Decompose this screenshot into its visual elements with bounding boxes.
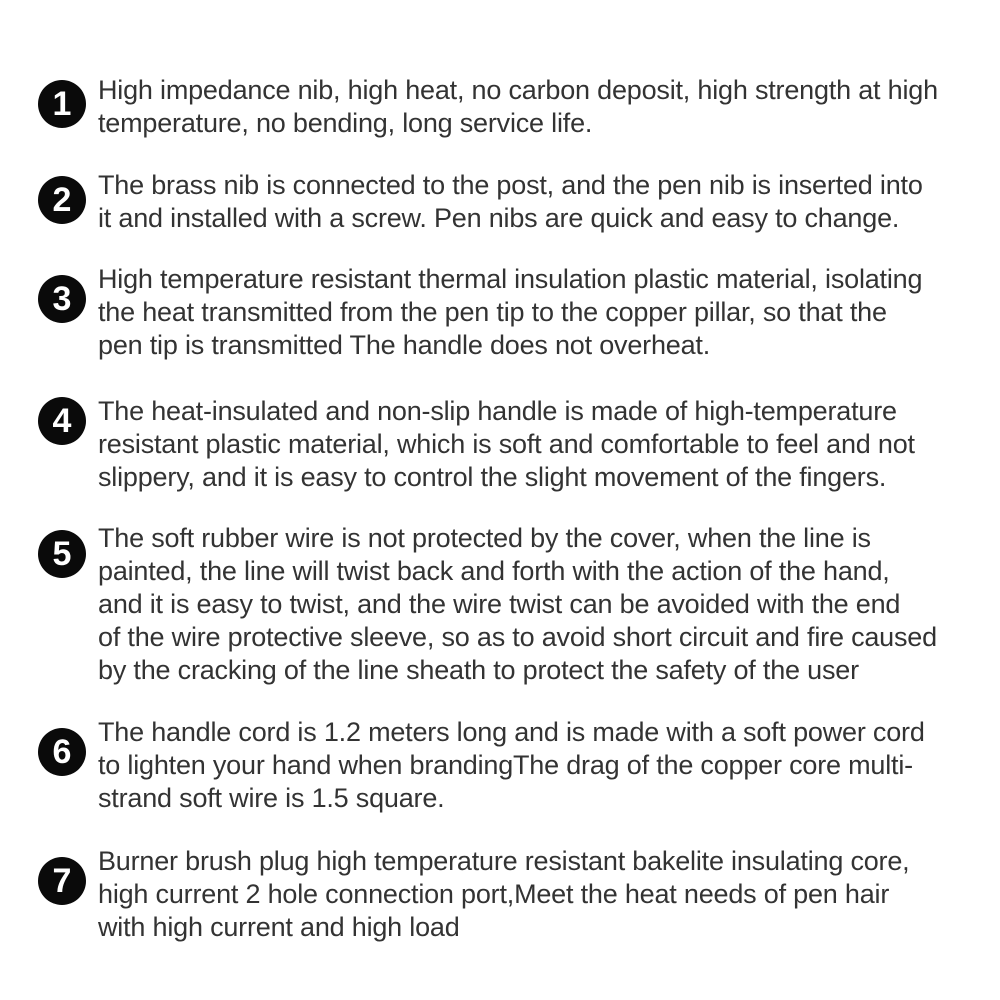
description-line: The heat-insulated and non-slip handle is made of high-temperature bbox=[98, 396, 897, 426]
description-line: High impedance nib, high heat, no carbon deposit, high strength at high bbox=[98, 75, 938, 105]
description-line: Burner brush plug high temperature resistant bakelite insulating core, bbox=[98, 846, 910, 876]
description-line: strand soft wire is 1.5 square. bbox=[98, 783, 445, 813]
number-badge: 6 bbox=[38, 728, 86, 776]
number-badge: 5 bbox=[38, 530, 86, 578]
description-line: painted, the line will twist back and forth with the action of the hand, bbox=[98, 556, 890, 586]
description-line: temperature, no bending, long service life. bbox=[98, 108, 593, 138]
description-line: high current 2 hole connection port,Meet the heat needs of pen hair bbox=[98, 879, 890, 909]
feature-description bbox=[98, 263, 978, 362]
number-badge: 2 bbox=[38, 176, 86, 224]
number-badge: 3 bbox=[38, 275, 86, 323]
number-badge: 1 bbox=[38, 80, 86, 128]
feature-description bbox=[98, 395, 978, 494]
description-line: it and installed with a screw. Pen nibs are quick and easy to change. bbox=[98, 203, 900, 233]
description-line: The handle cord is 1.2 meters long and is made with a soft power cord bbox=[98, 717, 925, 747]
feature-description bbox=[98, 845, 978, 944]
description-line: pen tip is transmitted The handle does not overheat. bbox=[98, 330, 710, 360]
feature-description bbox=[98, 169, 978, 235]
description-line: by the cracking of the line sheath to protect the safety of the user bbox=[98, 655, 859, 685]
description-line: of the wire protective sleeve, so as to avoid short circuit and fire caused bbox=[98, 622, 937, 652]
number-badge: 7 bbox=[38, 857, 86, 905]
description-line: with high current and high load bbox=[98, 912, 460, 942]
description-line: slippery, and it is easy to control the slight movement of the fingers. bbox=[98, 462, 887, 492]
feature-description bbox=[98, 522, 978, 687]
feature-description bbox=[98, 716, 978, 815]
description-line: and it is easy to twist, and the wire twist can be avoided with the end bbox=[98, 589, 901, 619]
description-line: resistant plastic material, which is soft and comfortable to feel and not bbox=[98, 429, 915, 459]
description-line: the heat transmitted from the pen tip to the copper pillar, so that the bbox=[98, 297, 887, 327]
description-line: The brass nib is connected to the post, and the pen nib is inserted into bbox=[98, 170, 923, 200]
feature-description bbox=[98, 74, 978, 140]
description-line: to lighten your hand when brandingThe drag of the copper core multi- bbox=[98, 750, 913, 780]
description-line: High temperature resistant thermal insulation plastic material, isolating bbox=[98, 264, 923, 294]
number-badge: 4 bbox=[38, 397, 86, 445]
description-line: The soft rubber wire is not protected by the cover, when the line is bbox=[98, 523, 871, 553]
